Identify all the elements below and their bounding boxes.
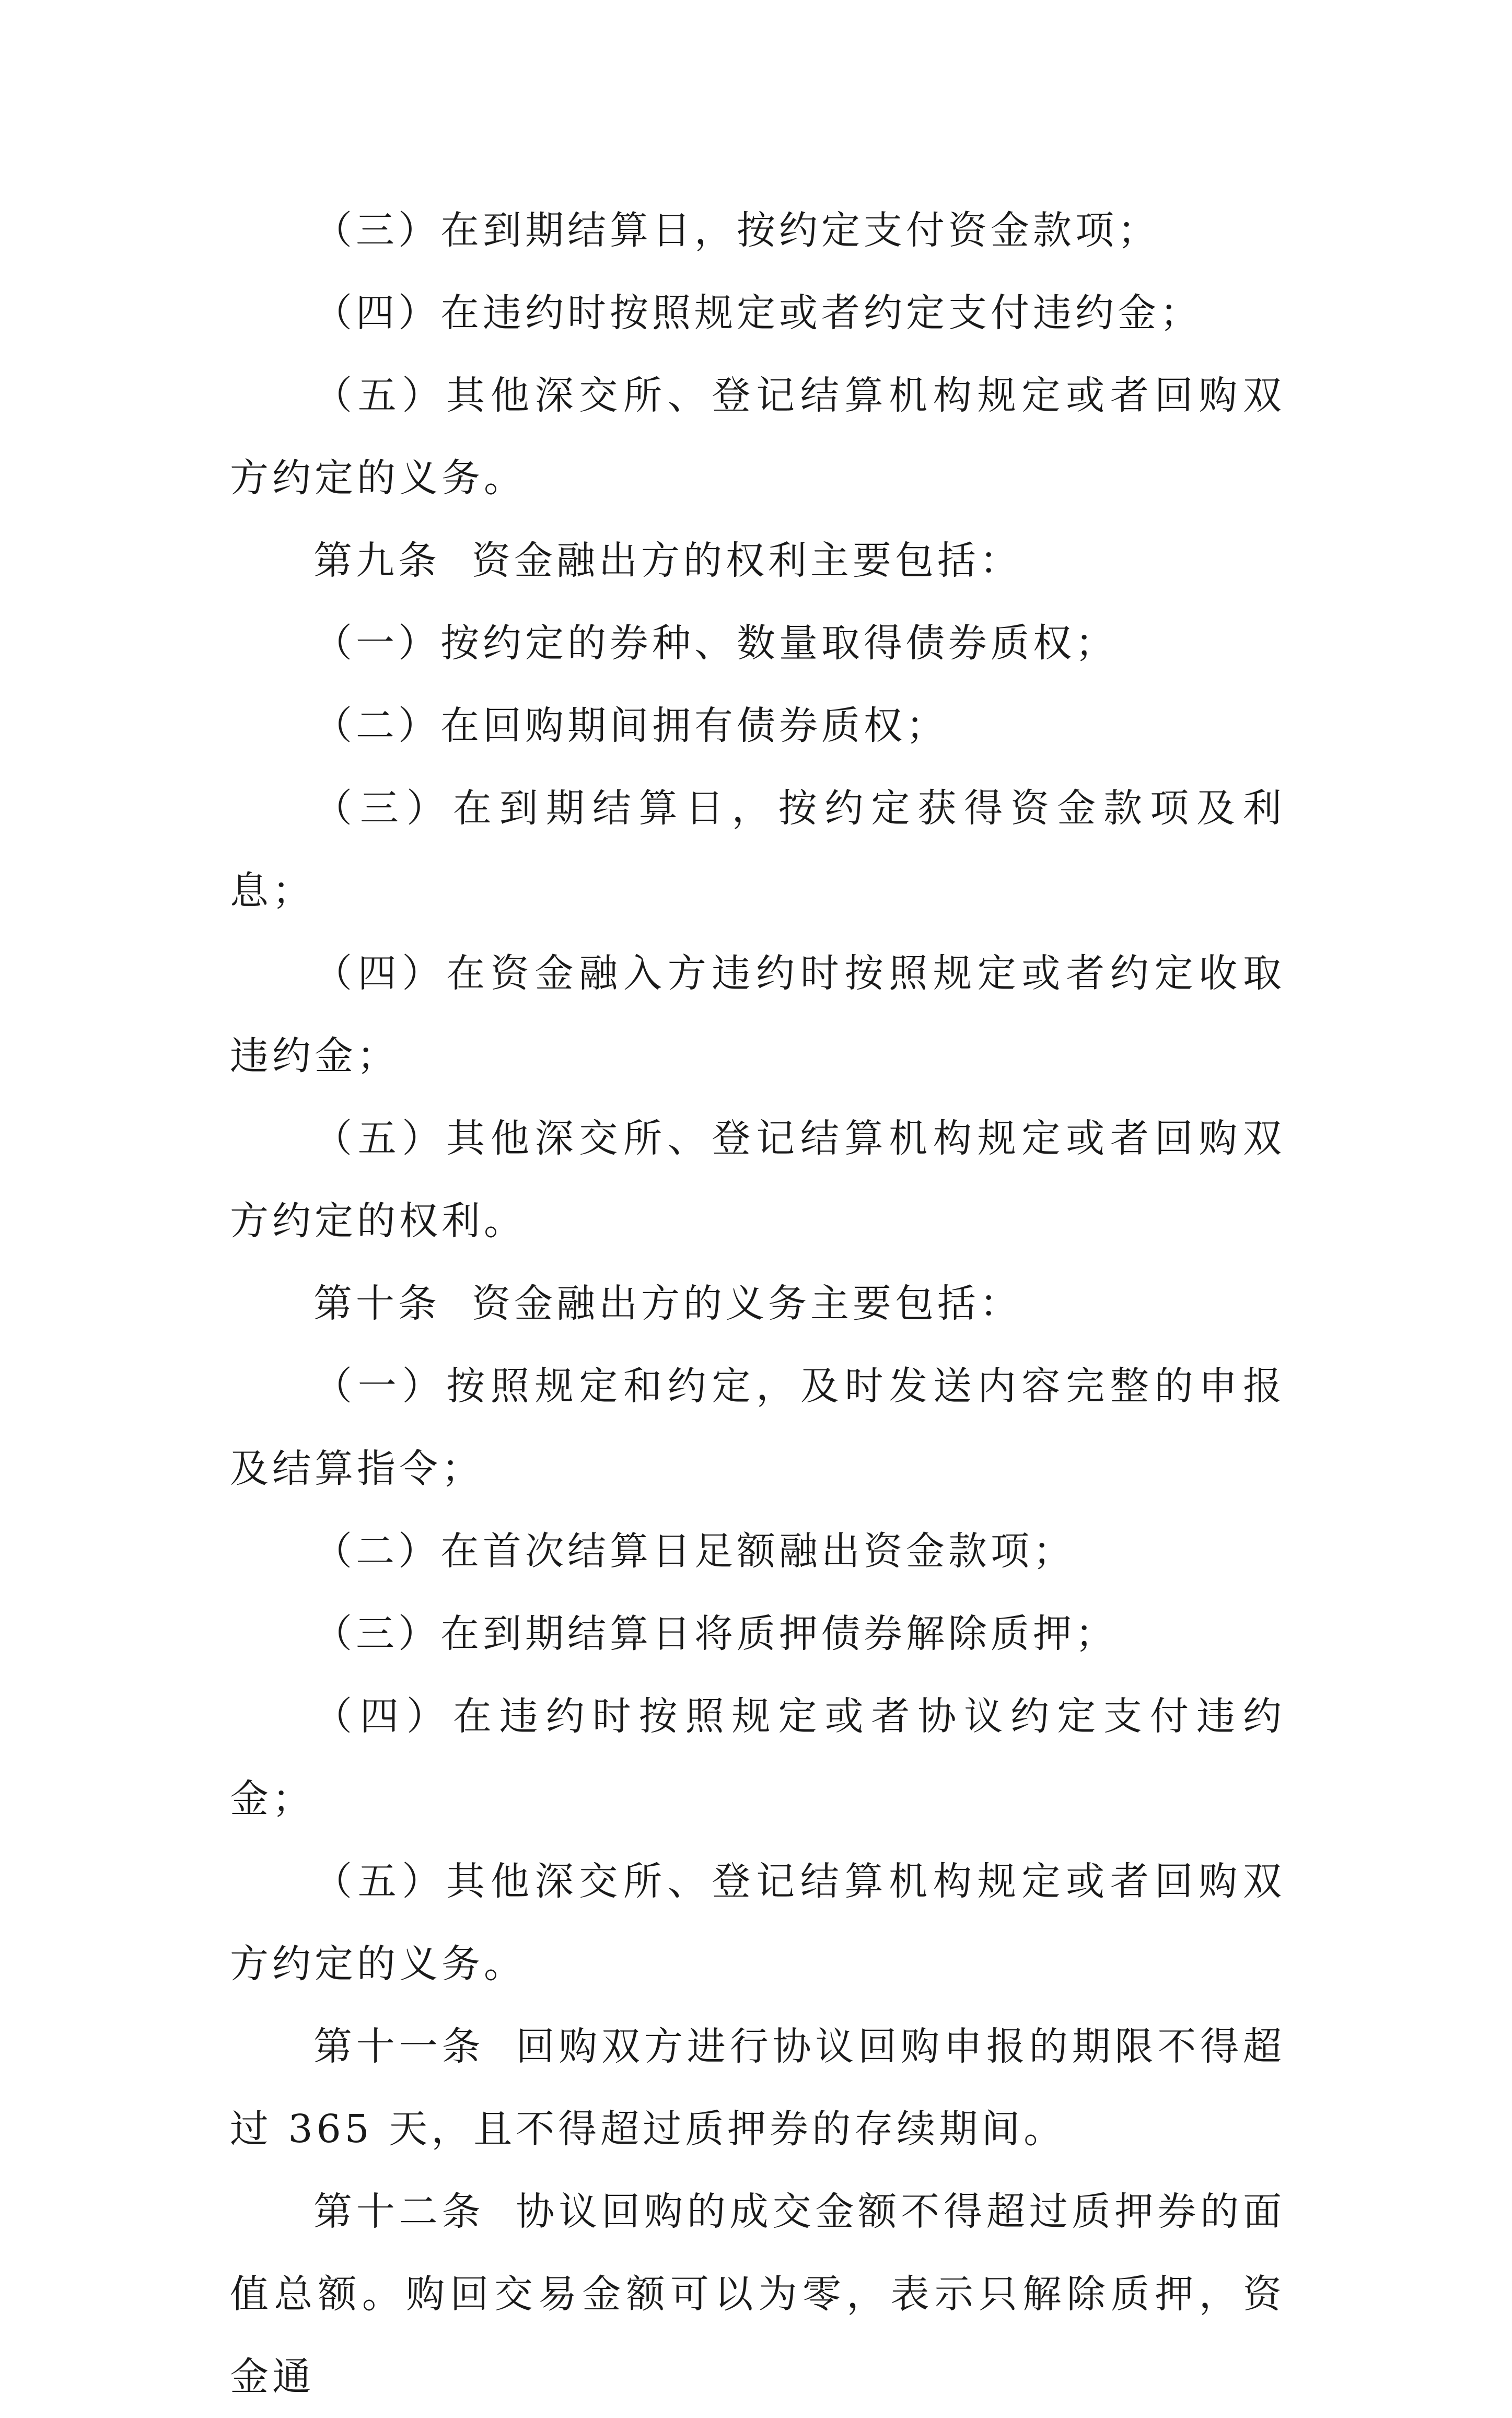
article-number: 第十一条: [313, 2024, 485, 2069]
article-paragraph: [230, 1262, 1285, 1345]
paragraph-text: 资金融出方的义务主要包括：: [472, 1281, 1022, 1326]
paragraph: [230, 767, 1285, 932]
paragraph-text: （三）在到期结算日，按约定支付资金款项；: [313, 208, 1160, 253]
paragraph: [230, 272, 1285, 354]
paragraph-text: 资金融出方的权利主要包括：: [472, 538, 1022, 583]
paragraph-text: （五）其他深交所、登记结算机构规定或者回购双方约定的义务。: [230, 373, 1285, 501]
paragraph: [230, 1345, 1285, 1510]
paragraph-text: （三）在到期结算日将质押债券解除质押；: [313, 1611, 1118, 1656]
article-number: 第十条: [313, 1281, 440, 1326]
paragraph: [230, 189, 1285, 272]
paragraph: [230, 354, 1285, 519]
article-paragraph: [230, 2170, 1285, 2418]
article-paragraph: [230, 2005, 1285, 2170]
article-number: 第九条: [313, 538, 440, 583]
paragraph: [230, 1510, 1285, 1592]
paragraph-text: （二）在回购期间拥有债券质权；: [313, 703, 948, 748]
paragraph-text: （三）在到期结算日，按约定获得资金款项及利息；: [230, 786, 1285, 913]
paragraph-text: （四）在资金融入方违约时按照规定或者约定收取违约金；: [230, 951, 1285, 1078]
paragraph-text: （四）在违约时按照规定或者协议约定支付违约金；: [230, 1694, 1285, 1821]
paragraph: [230, 602, 1285, 684]
paragraph: [230, 932, 1285, 1097]
paragraph-text: （一）按照规定和约定，及时发送内容完整的申报及结算指令；: [230, 1364, 1285, 1491]
article-paragraph: [230, 519, 1285, 602]
article-number: 第十二条: [313, 2189, 485, 2234]
paragraph-text: （五）其他深交所、登记结算机构规定或者回购双方约定的义务。: [230, 1859, 1285, 1986]
paragraph-text: （二）在首次结算日足额融出资金款项；: [313, 1529, 1075, 1574]
paragraph-text: （一）按约定的券种、数量取得债券质权；: [313, 621, 1118, 666]
paragraph: [230, 1840, 1285, 2005]
document-body: [230, 189, 1285, 2418]
paragraph: [230, 1675, 1285, 1840]
paragraph-text: （四）在违约时按照规定或者约定支付违约金；: [313, 290, 1202, 335]
paragraph-text: 回购双方进行协议回购申报的期限不得超过 365 天，且不得超过质押券的存续期间。: [230, 2024, 1286, 2152]
paragraph: [230, 1097, 1285, 1262]
paragraph: [230, 684, 1285, 767]
paragraph-text: 协议回购的成交金额不得超过质押券的面值总额。购回交易金额可以为零，表示只解除质押，资金通: [230, 2189, 1286, 2399]
paragraph: [230, 1592, 1285, 1675]
paragraph-text: （五）其他深交所、登记结算机构规定或者回购双方约定的权利。: [230, 1116, 1285, 1243]
